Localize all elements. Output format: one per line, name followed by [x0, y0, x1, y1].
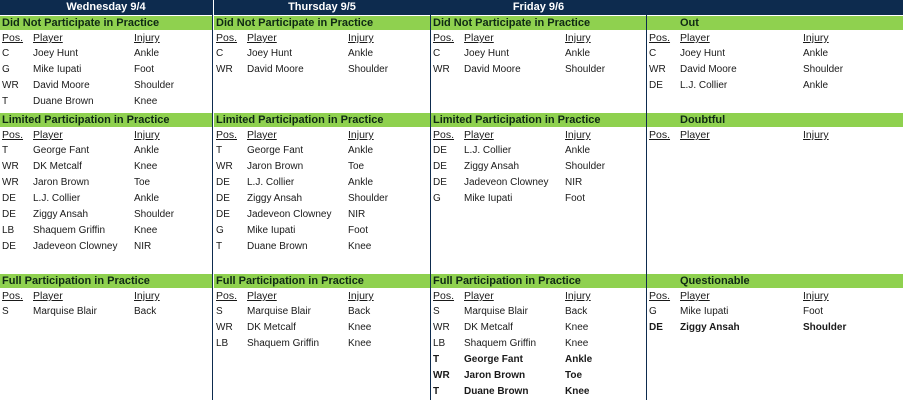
- player-header: Player: [680, 290, 710, 302]
- pos-header: Pos.: [433, 129, 455, 141]
- player-header: Player: [680, 32, 710, 44]
- column-friday: [431, 0, 646, 400]
- table-row: [431, 46, 646, 62]
- table-row: [0, 159, 212, 175]
- injury-cell: Shoulder: [134, 209, 175, 220]
- table-row: [431, 159, 646, 175]
- column-labels: [431, 288, 646, 304]
- injury-cell: Shoulder: [565, 64, 606, 75]
- pos-cell: LB: [216, 338, 229, 349]
- pos-cell: WR: [433, 370, 450, 381]
- table-row: [0, 94, 212, 110]
- injury-header: Injury: [803, 129, 829, 141]
- player-cell: David Moore: [464, 64, 521, 75]
- player-cell: Ziggy Ansah: [680, 322, 740, 333]
- player-header: Player: [247, 290, 277, 302]
- column-labels: [647, 127, 903, 143]
- table-row: [431, 320, 646, 336]
- injury-header: Injury: [565, 290, 591, 302]
- section-full: [0, 274, 212, 320]
- player-cell: Marquise Blair: [33, 306, 97, 317]
- pos-cell: C: [649, 48, 657, 59]
- column-header: Friday 9/6: [431, 0, 646, 15]
- table-row: [0, 223, 212, 239]
- injury-cell: Shoulder: [565, 161, 606, 172]
- injury-cell: NIR: [565, 177, 583, 188]
- section-full: [431, 274, 646, 400]
- column-labels: [214, 288, 430, 304]
- injury-cell: Ankle: [348, 145, 374, 156]
- injury-cell: Knee: [565, 322, 589, 333]
- pos-cell: S: [433, 306, 440, 317]
- section-limited: [0, 113, 212, 271]
- pos-cell: C: [2, 48, 10, 59]
- pos-cell: T: [216, 241, 223, 252]
- injury-cell: Knee: [134, 161, 158, 172]
- player-cell: Duane Brown: [33, 96, 94, 107]
- table-row: [0, 175, 212, 191]
- table-row: [214, 159, 430, 175]
- pos-cell: T: [216, 145, 223, 156]
- player-cell: Mike Iupati: [464, 193, 513, 204]
- pos-cell: DE: [433, 177, 447, 188]
- injury-header: Injury: [348, 32, 374, 44]
- injury-cell: NIR: [348, 209, 366, 220]
- injury-cell: Ankle: [348, 177, 374, 188]
- injury-header: Injury: [565, 32, 591, 44]
- player-cell: Marquise Blair: [247, 306, 311, 317]
- player-cell: Mike Iupati: [33, 64, 82, 75]
- column-labels: [0, 30, 212, 46]
- pos-cell: DE: [216, 193, 230, 204]
- column-labels: [0, 127, 212, 143]
- player-cell: Shaquem Griffin: [464, 338, 537, 349]
- injury-cell: Shoulder: [134, 80, 175, 91]
- injury-cell: Shoulder: [348, 64, 389, 75]
- pos-cell: C: [216, 48, 224, 59]
- pos-cell: WR: [433, 64, 450, 75]
- column-divider: [646, 0, 647, 400]
- injury-header: Injury: [134, 290, 160, 302]
- pos-cell: G: [433, 193, 441, 204]
- pos-header: Pos.: [216, 290, 238, 302]
- player-cell: L.J. Collier: [33, 193, 81, 204]
- player-cell: L.J. Collier: [247, 177, 295, 188]
- section-title: Doubtful: [647, 113, 903, 127]
- table-row: [431, 384, 646, 400]
- table-row: [0, 207, 212, 223]
- player-cell: Ziggy Ansah: [247, 193, 303, 204]
- injury-header: Injury: [134, 129, 160, 141]
- column-labels: [214, 30, 430, 46]
- pos-cell: T: [433, 386, 440, 397]
- player-cell: DK Metcalf: [464, 322, 513, 333]
- player-cell: Jaron Brown: [247, 161, 304, 172]
- table-row: [647, 320, 903, 336]
- table-row: [214, 175, 430, 191]
- pos-cell: DE: [216, 209, 230, 220]
- pos-cell: WR: [216, 64, 233, 75]
- section-title: Limited Participation in Practice: [0, 113, 212, 127]
- player-cell: David Moore: [33, 80, 90, 91]
- injury-cell: Ankle: [803, 80, 829, 91]
- table-row: [214, 191, 430, 207]
- player-cell: Duane Brown: [464, 386, 529, 397]
- injury-header: Injury: [565, 129, 591, 141]
- pos-header: Pos.: [433, 32, 455, 44]
- pos-cell: G: [216, 225, 224, 236]
- player-cell: David Moore: [680, 64, 737, 75]
- player-cell: DK Metcalf: [33, 161, 82, 172]
- injury-cell: Foot: [348, 225, 369, 236]
- injury-cell: Ankle: [348, 48, 374, 59]
- section-dnp: [214, 16, 430, 78]
- section-title: Did Not Participate in Practice: [214, 16, 430, 30]
- table-row: [431, 62, 646, 78]
- section-title: Full Participation in Practice: [431, 274, 646, 288]
- pos-cell: T: [2, 96, 9, 107]
- player-header: Player: [680, 129, 710, 141]
- player-cell: Shaquem Griffin: [247, 338, 320, 349]
- table-row: [214, 143, 430, 159]
- column-header: [647, 0, 903, 15]
- section-doubtful: [647, 113, 903, 143]
- table-row: [214, 320, 430, 336]
- table-row: [214, 62, 430, 78]
- injury-cell: NIR: [134, 241, 152, 252]
- player-cell: Joey Hunt: [680, 48, 726, 59]
- section-title: Questionable: [647, 274, 903, 288]
- player-cell: DK Metcalf: [247, 322, 296, 333]
- injury-header: Injury: [134, 32, 160, 44]
- injury-cell: Ankle: [803, 48, 829, 59]
- injury-cell: Ankle: [134, 193, 160, 204]
- injury-cell: Knee: [134, 96, 158, 107]
- pos-cell: DE: [216, 177, 230, 188]
- table-row: [214, 336, 430, 352]
- table-row: [431, 336, 646, 352]
- section-title: Did Not Participate in Practice: [0, 16, 212, 30]
- pos-cell: T: [2, 145, 9, 156]
- column-thursday: [214, 0, 430, 400]
- pos-cell: LB: [2, 225, 15, 236]
- player-header: Player: [33, 32, 63, 44]
- table-row: [0, 255, 212, 271]
- injury-cell: Shoulder: [348, 193, 389, 204]
- injury-cell: Back: [134, 306, 157, 317]
- player-cell: Duane Brown: [247, 241, 308, 252]
- pos-cell: DE: [649, 322, 663, 333]
- pos-cell: WR: [2, 177, 19, 188]
- player-cell: Ziggy Ansah: [33, 209, 89, 220]
- pos-cell: DE: [2, 209, 16, 220]
- pos-header: Pos.: [649, 32, 671, 44]
- player-header: Player: [33, 129, 63, 141]
- column-labels: [431, 30, 646, 46]
- player-cell: George Fant: [33, 145, 90, 156]
- injury-cell: Knee: [565, 338, 589, 349]
- section-title: Limited Participation in Practice: [214, 113, 430, 127]
- player-header: Player: [464, 290, 494, 302]
- section-full: [214, 274, 430, 352]
- section-title: Limited Participation in Practice: [431, 113, 646, 127]
- pos-cell: S: [2, 306, 9, 317]
- pos-cell: S: [216, 306, 223, 317]
- player-cell: Mike Iupati: [247, 225, 296, 236]
- injury-cell: Ankle: [565, 354, 593, 365]
- section-dnp: [431, 16, 646, 78]
- injury-cell: Toe: [565, 370, 583, 381]
- table-row: [0, 304, 212, 320]
- injury-cell: Knee: [348, 322, 372, 333]
- table-row: [647, 304, 903, 320]
- injury-cell: Ankle: [565, 48, 591, 59]
- injury-cell: Back: [565, 306, 588, 317]
- player-cell: Joey Hunt: [247, 48, 293, 59]
- column-labels: [0, 288, 212, 304]
- table-row: [647, 62, 903, 78]
- injury-cell: Ankle: [565, 145, 591, 156]
- section-limited: [214, 113, 430, 255]
- table-row: [647, 78, 903, 94]
- table-row: [0, 62, 212, 78]
- player-cell: David Moore: [247, 64, 304, 75]
- player-cell: Shaquem Griffin: [33, 225, 106, 236]
- table-row: [431, 368, 646, 384]
- pos-cell: T: [433, 354, 440, 365]
- pos-header: Pos.: [216, 32, 238, 44]
- table-row: [647, 46, 903, 62]
- player-cell: Joey Hunt: [464, 48, 510, 59]
- column-divider: [430, 0, 431, 400]
- section-title: Did Not Participate in Practice: [431, 16, 646, 30]
- player-cell: George Fant: [464, 354, 523, 365]
- player-cell: George Fant: [247, 145, 304, 156]
- pos-cell: WR: [649, 64, 666, 75]
- player-cell: Jaron Brown: [464, 370, 526, 381]
- column-labels: [431, 127, 646, 143]
- table-row: [0, 46, 212, 62]
- table-row: [431, 304, 646, 320]
- injury-header: Injury: [348, 129, 374, 141]
- pos-cell: DE: [2, 241, 16, 252]
- pos-cell: WR: [433, 322, 450, 333]
- column-labels: [647, 288, 903, 304]
- injury-cell: Knee: [565, 386, 590, 397]
- player-cell: Jadeveon Clowney: [247, 209, 332, 220]
- column-header: Thursday 9/5: [214, 0, 430, 15]
- pos-header: Pos.: [433, 290, 455, 302]
- player-cell: Jadeveon Clowney: [464, 177, 549, 188]
- pos-cell: DE: [433, 161, 447, 172]
- pos-cell: LB: [433, 338, 446, 349]
- table-row: [0, 78, 212, 94]
- table-row: [214, 223, 430, 239]
- injury-cell: Knee: [134, 225, 158, 236]
- table-row: [431, 143, 646, 159]
- player-cell: Jaron Brown: [33, 177, 90, 188]
- pos-cell: WR: [216, 322, 233, 333]
- player-header: Player: [247, 32, 277, 44]
- table-row: [431, 175, 646, 191]
- player-cell: Joey Hunt: [33, 48, 79, 59]
- player-cell: Jadeveon Clowney: [33, 241, 118, 252]
- injury-cell: Knee: [348, 241, 372, 252]
- player-cell: Marquise Blair: [464, 306, 528, 317]
- table-row: [214, 46, 430, 62]
- player-cell: L.J. Collier: [680, 80, 728, 91]
- column-labels: [214, 127, 430, 143]
- table-row: [431, 191, 646, 207]
- pos-header: Pos.: [2, 290, 24, 302]
- table-row: [431, 352, 646, 368]
- injury-cell: Toe: [134, 177, 151, 188]
- pos-cell: DE: [649, 80, 663, 91]
- pos-cell: G: [2, 64, 10, 75]
- pos-header: Pos.: [649, 129, 671, 141]
- table-row: [0, 191, 212, 207]
- section-limited: [431, 113, 646, 207]
- pos-cell: DE: [433, 145, 447, 156]
- player-header: Player: [464, 129, 494, 141]
- injury-cell: Foot: [803, 306, 824, 317]
- injury-cell: Shoulder: [803, 64, 844, 75]
- player-header: Player: [464, 32, 494, 44]
- pos-cell: DE: [2, 193, 16, 204]
- pos-header: Pos.: [2, 32, 24, 44]
- pos-header: Pos.: [649, 290, 671, 302]
- table-row: [0, 143, 212, 159]
- section-title: Full Participation in Practice: [214, 274, 430, 288]
- injury-cell: Ankle: [134, 145, 160, 156]
- section-questionable: [647, 274, 903, 336]
- pos-header: Pos.: [2, 129, 24, 141]
- pos-cell: WR: [2, 80, 19, 91]
- pos-header: Pos.: [216, 129, 238, 141]
- player-cell: Mike Iupati: [680, 306, 729, 317]
- player-header: Player: [33, 290, 63, 302]
- injury-cell: Shoulder: [803, 322, 847, 333]
- section-dnp: [0, 16, 212, 110]
- table-row: [214, 207, 430, 223]
- column-wednesday: [0, 0, 212, 400]
- pos-cell: G: [649, 306, 657, 317]
- injury-cell: Ankle: [134, 48, 160, 59]
- table-row: [214, 239, 430, 255]
- injury-cell: Knee: [348, 338, 372, 349]
- injury-header: Injury: [803, 32, 829, 44]
- section-title: Out: [647, 16, 903, 30]
- table-row: [0, 239, 212, 255]
- section-title: Full Participation in Practice: [0, 274, 212, 288]
- column-game-status: [647, 0, 903, 400]
- player-cell: L.J. Collier: [464, 145, 512, 156]
- table-row: [214, 304, 430, 320]
- player-cell: Ziggy Ansah: [464, 161, 520, 172]
- injury-cell: Toe: [348, 161, 365, 172]
- injury-header: Injury: [348, 290, 374, 302]
- injury-cell: Back: [348, 306, 371, 317]
- pos-cell: WR: [216, 161, 233, 172]
- column-header: Wednesday 9/4: [0, 0, 212, 15]
- player-header: Player: [247, 129, 277, 141]
- pos-cell: C: [433, 48, 441, 59]
- section-out: [647, 16, 903, 94]
- column-divider: [212, 0, 213, 400]
- injury-header: Injury: [803, 290, 829, 302]
- column-labels: [647, 30, 903, 46]
- pos-cell: WR: [2, 161, 19, 172]
- injury-cell: Foot: [134, 64, 155, 75]
- injury-cell: Foot: [565, 193, 586, 204]
